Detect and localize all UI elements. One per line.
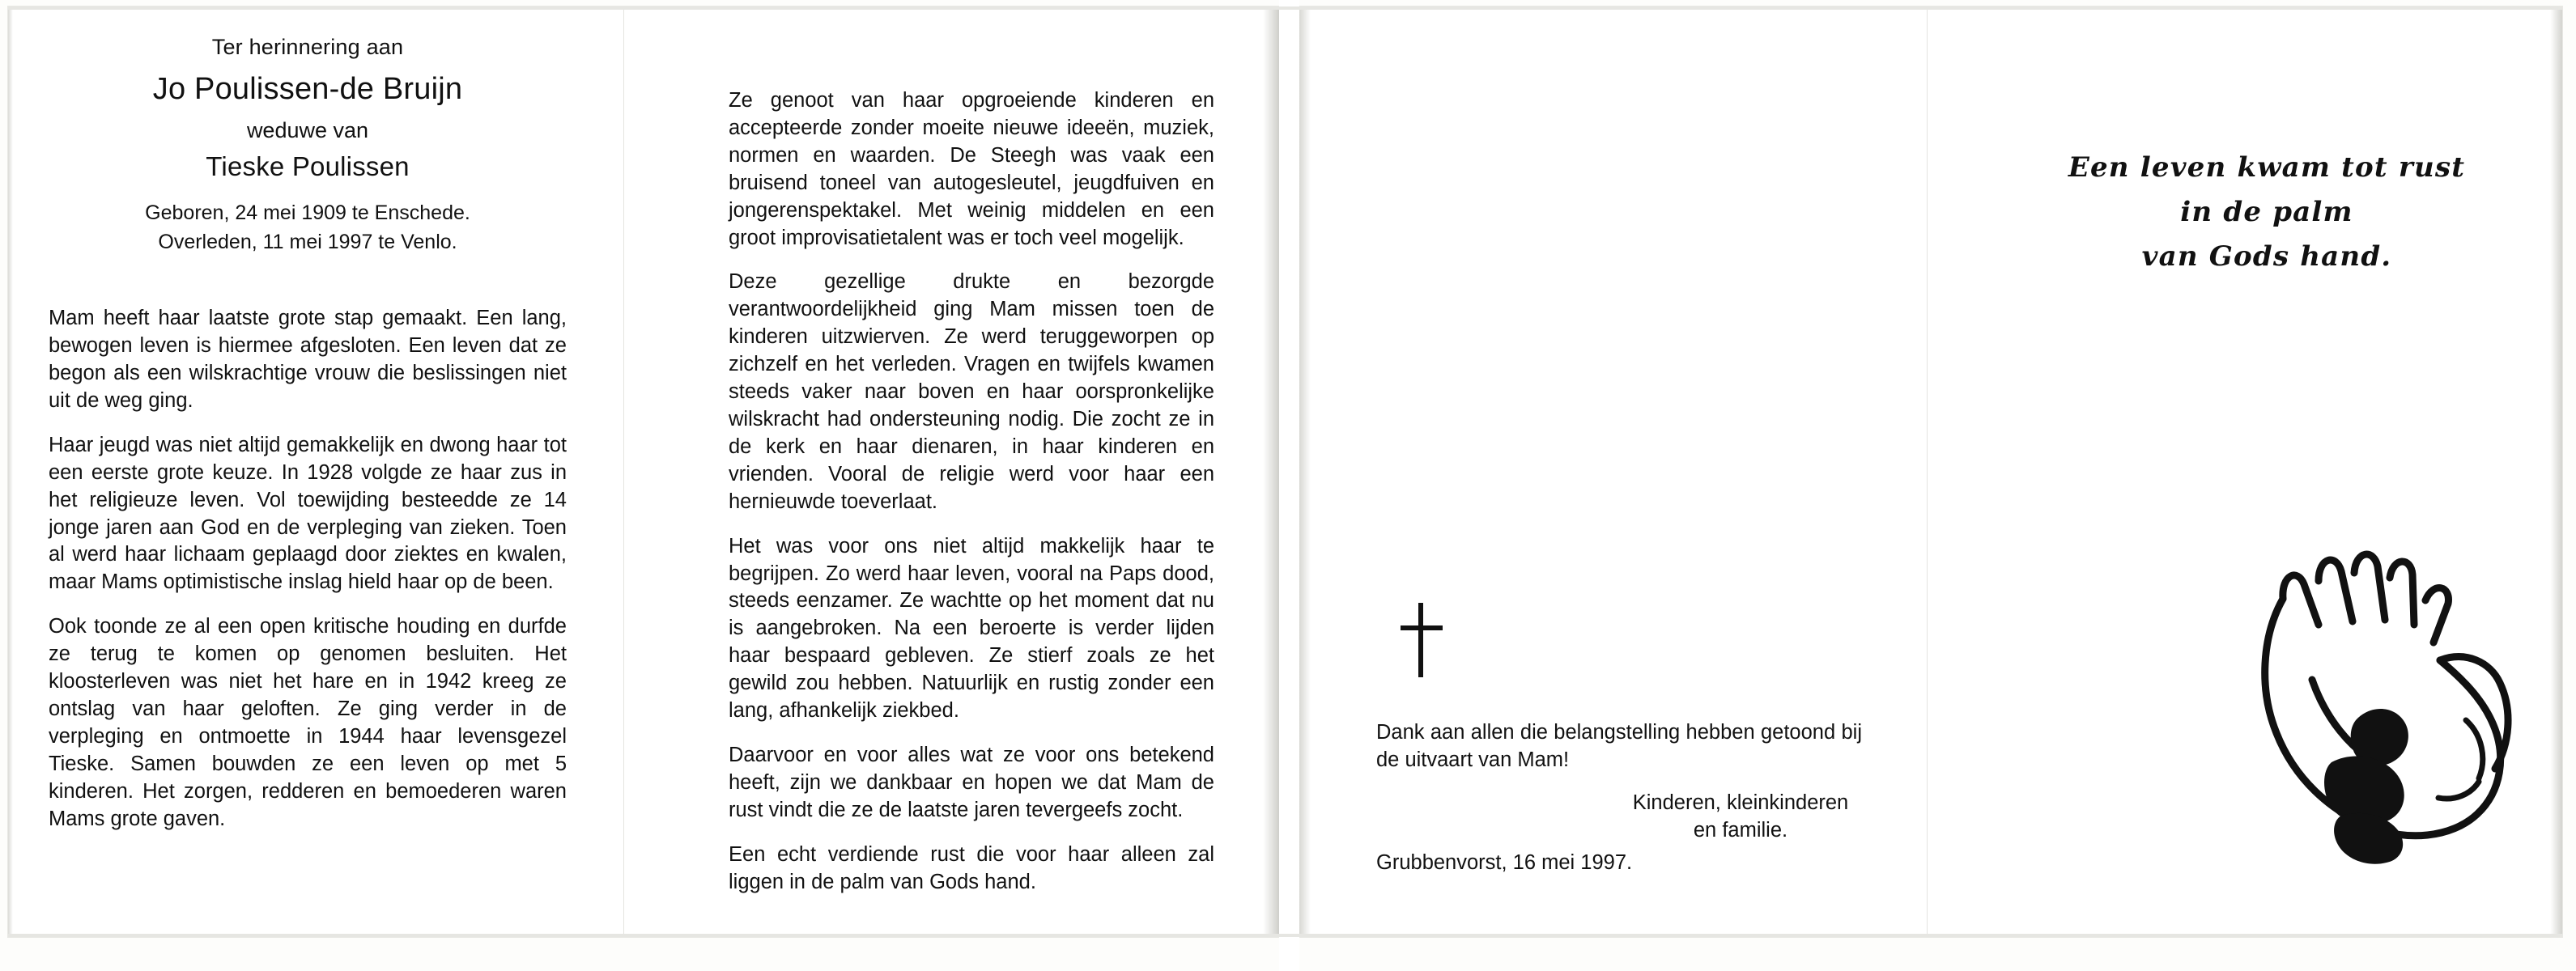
paragraph: Deze gezellige drukte en bezorgde verantwoordelijkheid ging Mam missen toen de kinderen uitzwierven. Ze werd teruggeworpen op zichzelf en het verleden. Vragen en twijfels kwamen steeds vaker naar boven en haar oorspronkelijke wilskracht had ondersteuning nodig. Die zocht ze in de kerk en haar dienaren, in haar kinderen en vrienden. Vooral de religie werd voor haar een hernieuwde toeverlaat. (729, 270, 1214, 513)
paragraph: Haar jeugd was niet altijd gemakkelijk en dwong haar tot een eerste grote keuze. In 1928 volgde ze haar zus in het religieuze leven. Vol toewijding besteedde ze 14 jonge jaren aan God en de verpleging van zieken. Toen al werd haar lichaam geplaagd door ziektes en kwalen, maar Mams optimistische inslag hield haar op de been. (49, 433, 567, 594)
panel-poem-and-illustration (1992, 0, 2558, 931)
poem-line: Een leven kwam tot rust (2068, 151, 2466, 184)
poem (2008, 146, 2526, 279)
paragraph: Ze genoot van haar opgroeiende kinderen en accepteerde zonder moeite nieuwe ideeën, muziek, normen en waarden. De Steegh was vaak een bruisend toneel van autogesleutel, jeugdfuiven en jongerenspektakel. Met weinig middelen en een groot improvisatietalent was er toch veel mogelijk. (729, 89, 1214, 249)
panel-memorial-heading (49, 32, 567, 850)
panel1-body (49, 305, 567, 833)
scan-edge-mid-a (1263, 6, 1279, 937)
intro-line: Ter herinnering aan (211, 35, 404, 59)
paragraph: Ook toonde ze al een open kritische houding en durfde ze terug te komen op genomen besluiten. Het kloosterleven was niet het hare en in 1942 kreeg ze ontslag van haar geloften. Ze ging verder in de verpleging en ontmoette in 1944 haar levensgezel Tieske. Samen bouwden ze een leven op met 5 kinderen. Het zorgen, redderen en bemoederen waren Mams grote gaven. (49, 615, 567, 830)
place-and-date: Grubbenvorst, 16 mei 1997. (1376, 851, 1633, 874)
panel-acknowledgement (1376, 0, 1959, 931)
cross-icon (1401, 603, 1443, 677)
thanks-text: Dank aan allen die belangstelling hebben getoond bij de uitvaart van Mam! (1376, 721, 1862, 772)
paragraph: Mam heeft haar laatste grote stap gemaakt. Een lang, bewogen leven is hiermee afgesloten. Een leven dat ze begon als een wilskrachtige vrouw die beslissingen niet uit de weg ging. (49, 307, 567, 412)
spouse-name: Tieske Poulissen (206, 151, 410, 182)
leaf-gap (1279, 0, 1299, 971)
praying-hands-icon (2234, 477, 2558, 882)
fold-line (623, 6, 624, 937)
panel-memorial-text-continued (729, 87, 1214, 913)
scan-edge-left (8, 6, 13, 937)
scan-edge-right (2550, 6, 2562, 937)
scan-edge-mid-b (1299, 6, 1311, 937)
scan-edge-bottom (8, 934, 2562, 937)
family-signature: Kinderen, kleinkinderen en familie. (1632, 791, 1849, 842)
paragraph: Een echt verdiende rust die voor haar alleen zal liggen in de palm van Gods hand. (729, 842, 1214, 893)
paragraph: Daarvoor en voor alles wat ze voor ons betekend heeft, zijn we dankbaar en hopen we dat Mam de rust vindt die ze de laatste jaren tevergeefs zocht. (729, 743, 1214, 821)
deceased-name: Jo Poulissen-de Bruijn (152, 72, 463, 107)
relation-line: weduwe van (246, 117, 369, 142)
title-block (49, 32, 567, 257)
birth-line: Geboren, 24 mei 1909 te Enschede. (145, 201, 470, 224)
poem-line: van Gods hand. (2141, 240, 2392, 273)
scan-edge-top (8, 6, 2562, 10)
poem-line: in de palm (2180, 196, 2353, 229)
death-line: Overleden, 11 mei 1997 te Venlo. (158, 230, 457, 253)
paragraph: Het was voor ons niet altijd makkelijk haar te begrijpen. Zo werd haar leven, vooral na Paps dood, steeds eenzamer. Ze wachtte op het moment dat nu is aangebroken. Na een beroerte is verder lijden haar bespaard gebleven. Ze stierf zoals ze het gewild zou hebben. Natuurlijk en rustig zonder een lang, afhankelijk ziekbed. (729, 534, 1214, 723)
